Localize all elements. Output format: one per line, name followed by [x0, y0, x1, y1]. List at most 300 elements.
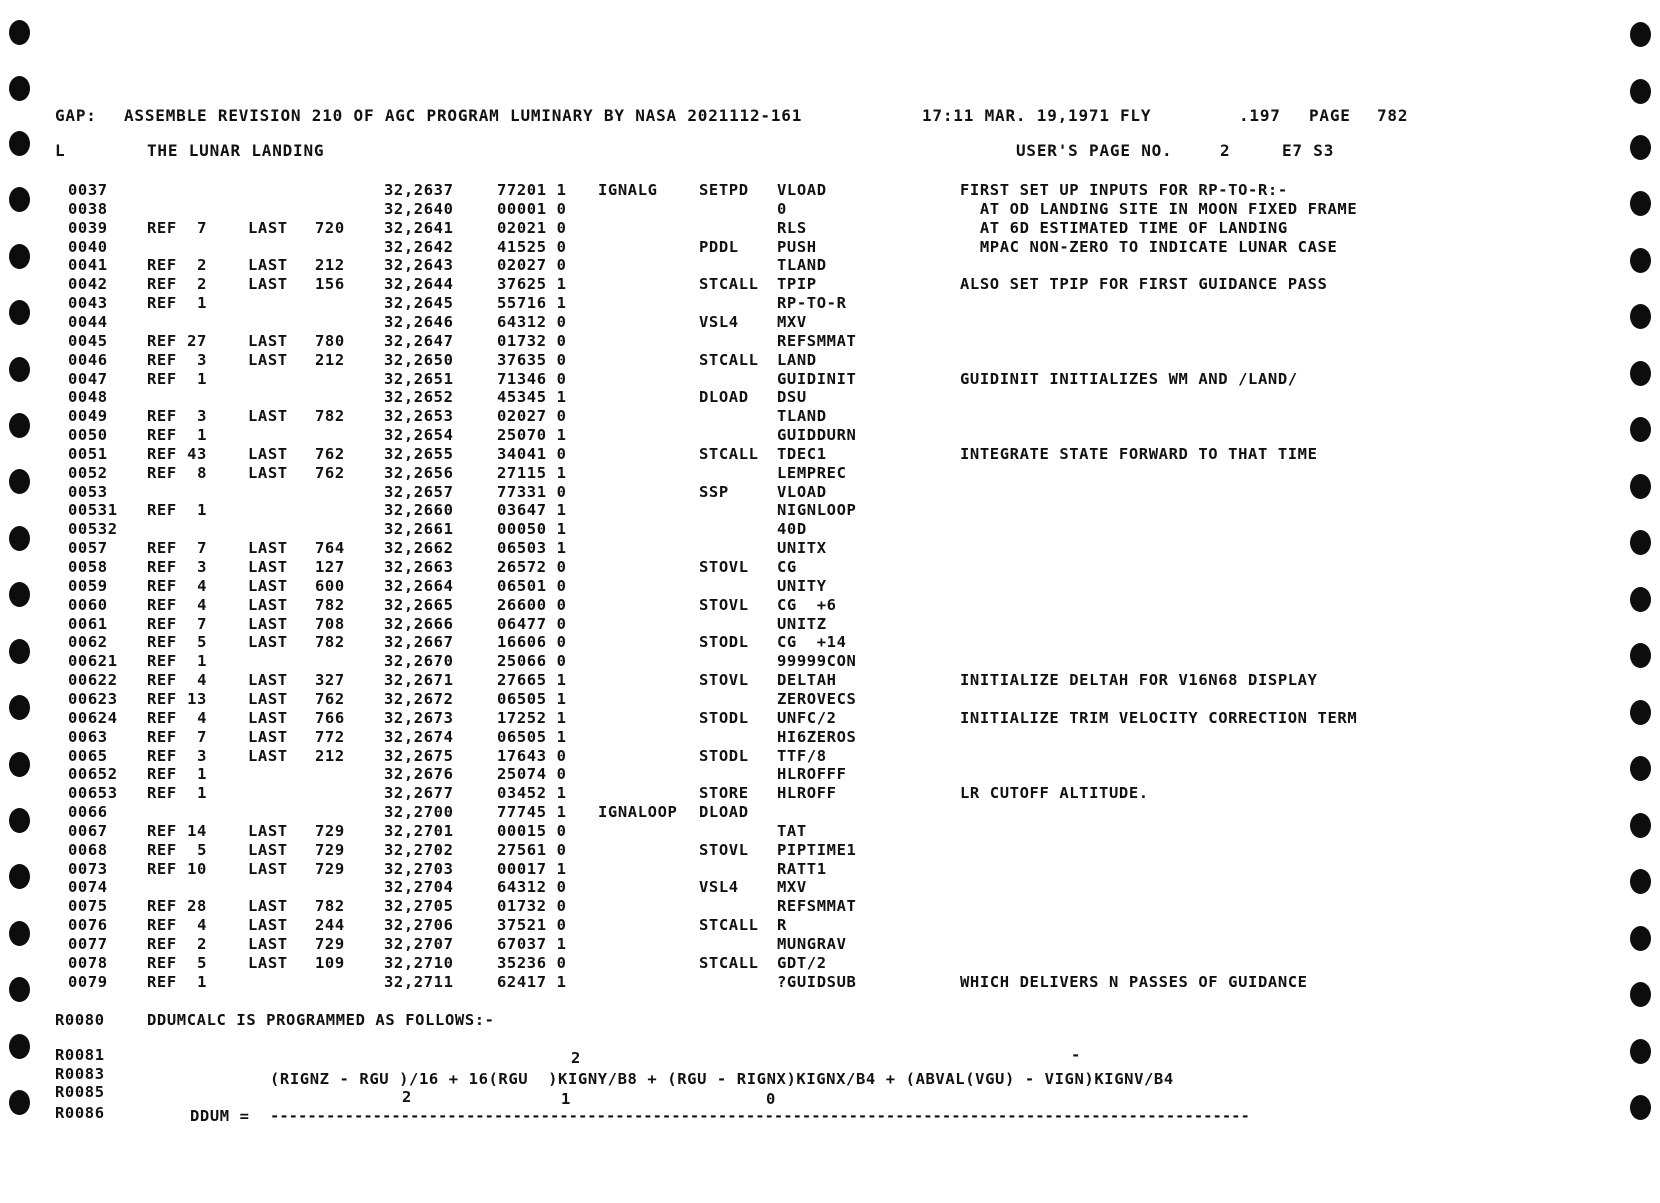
row-address: 32,2666 [384, 614, 454, 633]
row-opcode: STCALL [699, 350, 759, 369]
row-comment: FIRST SET UP INPUTS FOR RP-TO-R:- [960, 181, 1288, 199]
row-octal-word: 37521 0 [497, 916, 567, 935]
feed-hole [1630, 587, 1651, 612]
remark-line-number: R0081 [55, 1046, 105, 1064]
row-ref-count: 2 [197, 256, 207, 275]
row-ref-tag: REF [147, 840, 177, 859]
row-line-number: 00622 [68, 671, 118, 690]
row-comment: GUIDINIT INITIALIZES WM AND /LAND/ [960, 369, 1298, 388]
row-operand: HI6ZEROS [777, 727, 857, 746]
row-last-page: 729 [315, 821, 345, 840]
row-operand: 0 [777, 199, 787, 218]
row-label: IGNALOOP [598, 803, 678, 822]
row-line-number: 0058 [68, 558, 108, 576]
row-address: 32,2662 [384, 539, 454, 558]
row-address: 32,2657 [384, 482, 454, 501]
formula-numerator: (RIGNZ - RGU )/16 + 16(RGU )KIGNY/B8 + (RGU - RIGNX)KIGNX/B4 + (ABVAL(VGU) - VIGN)KIGNV/B4 [270, 1070, 1174, 1088]
feed-hole [1630, 1039, 1651, 1064]
row-operand: CG +14 [777, 633, 847, 652]
row-last-page: 212 [315, 350, 345, 369]
row-ref-tag: REF [147, 426, 177, 445]
row-ref-tag: REF [147, 294, 177, 313]
feed-hole [1630, 135, 1651, 160]
row-last-page: 782 [315, 897, 345, 916]
row-octal-word: 06477 0 [497, 614, 567, 633]
row-address: 32,2641 [384, 218, 454, 237]
row-operand: MUNGRAV [777, 935, 847, 953]
row-last-tag: LAST [248, 689, 288, 708]
row-ref-tag: REF [147, 671, 177, 690]
row-last-tag: LAST [248, 463, 288, 482]
row-address: 32,2673 [384, 708, 454, 727]
feed-hole [1630, 926, 1651, 951]
row-ref-tag: REF [147, 972, 177, 991]
row-address: 32,2646 [384, 312, 454, 331]
header-page-number: 782 [1377, 106, 1409, 125]
row-line-number: 0075 [68, 897, 108, 916]
feed-hole [9, 921, 30, 946]
row-comment: WHICH DELIVERS N PASSES OF GUIDANCE [960, 972, 1308, 991]
row-comment: MPAC NON-ZERO TO INDICATE LUNAR CASE [960, 237, 1338, 256]
row-last-tag: LAST [248, 614, 288, 633]
row-last-page: 762 [315, 463, 345, 482]
row-ref-count: 4 [197, 576, 207, 595]
row-ref-count: 1 [197, 426, 207, 445]
row-line-number: 0050 [68, 426, 108, 445]
row-opcode: DLOAD [699, 388, 749, 407]
row-address: 32,2701 [384, 821, 454, 840]
feed-hole [1630, 869, 1651, 894]
row-last-tag: LAST [248, 558, 288, 576]
row-last-tag: LAST [248, 727, 288, 746]
row-ref-tag: REF [147, 539, 177, 558]
row-octal-word: 27665 1 [497, 671, 567, 690]
row-operand: TDEC1 [777, 444, 827, 463]
row-comment: LR CUTOFF ALTITUDE. [960, 784, 1149, 803]
user-page-label: USER'S PAGE NO. [1016, 141, 1173, 160]
row-ref-tag: REF [147, 256, 177, 275]
row-last-tag: LAST [248, 576, 288, 595]
row-last-tag: LAST [248, 539, 288, 558]
formula-fraction-bar: --------------------------------------------------------------------------------------------------------- [270, 1107, 1250, 1125]
header-l: L [55, 141, 66, 160]
row-address: 32,2651 [384, 369, 454, 388]
row-address: 32,2647 [384, 331, 454, 350]
row-last-tag: LAST [248, 671, 288, 690]
row-octal-word: 03647 1 [497, 501, 567, 520]
row-address: 32,2643 [384, 256, 454, 275]
row-address: 32,2670 [384, 652, 454, 671]
row-line-number: 0066 [68, 803, 108, 822]
row-ref-count: 7 [197, 218, 207, 237]
row-address: 32,2675 [384, 746, 454, 765]
feed-hole [9, 1034, 30, 1059]
row-ref-count: 1 [197, 652, 207, 671]
row-operand: GDT/2 [777, 953, 827, 972]
row-ref-count: 7 [197, 727, 207, 746]
row-address: 32,2660 [384, 501, 454, 520]
row-octal-word: 00015 0 [497, 821, 567, 840]
row-opcode: STOVL [699, 840, 749, 859]
row-ref-tag: REF [147, 463, 177, 482]
remark-line-number: R0085 [55, 1083, 105, 1101]
row-opcode: DLOAD [699, 803, 749, 822]
row-operand: TPIP [777, 275, 817, 294]
user-page-number: 2 [1220, 141, 1231, 160]
feed-hole [1630, 982, 1651, 1007]
row-operand: LAND [777, 350, 817, 369]
row-address: 32,2700 [384, 803, 454, 822]
row-octal-word: 55716 1 [497, 294, 567, 313]
row-address: 32,2637 [384, 181, 454, 199]
feed-hole [1630, 361, 1651, 386]
feed-hole [1630, 79, 1651, 104]
feed-hole [1630, 643, 1651, 668]
row-ref-tag: REF [147, 765, 177, 784]
row-opcode: STCALL [699, 275, 759, 294]
row-octal-word: 03452 1 [497, 784, 567, 803]
row-octal-word: 64312 0 [497, 312, 567, 331]
row-octal-word: 77745 1 [497, 803, 567, 822]
row-line-number: 0077 [68, 935, 108, 953]
row-octal-word: 77331 0 [497, 482, 567, 501]
row-line-number: 0078 [68, 953, 108, 972]
row-ref-count: 4 [197, 671, 207, 690]
row-address: 32,2671 [384, 671, 454, 690]
row-operand: TLAND [777, 407, 827, 426]
row-operand: PUSH [777, 237, 817, 256]
row-ref-tag: REF [147, 331, 177, 350]
row-address: 32,2650 [384, 350, 454, 369]
feed-hole [9, 526, 30, 551]
row-ref-tag: REF [147, 784, 177, 803]
row-last-page: 212 [315, 746, 345, 765]
formula-overbar: - [1071, 1046, 1081, 1064]
row-line-number: 0044 [68, 312, 108, 331]
row-operand: HLROFF [777, 784, 837, 803]
feed-hole [9, 695, 30, 720]
row-ref-count: 3 [197, 746, 207, 765]
row-octal-word: 16606 0 [497, 633, 567, 652]
row-address: 32,2711 [384, 972, 454, 991]
row-line-number: 0045 [68, 331, 108, 350]
row-last-page: 729 [315, 859, 345, 878]
header-page-label: PAGE [1309, 106, 1351, 125]
row-octal-word: 01732 0 [497, 331, 567, 350]
row-operand: VLOAD [777, 482, 827, 501]
row-last-tag: LAST [248, 897, 288, 916]
row-octal-word: 67037 1 [497, 935, 567, 953]
row-ref-tag: REF [147, 275, 177, 294]
row-address: 32,2710 [384, 953, 454, 972]
row-line-number: 0049 [68, 407, 108, 426]
row-ref-count: 1 [197, 765, 207, 784]
row-octal-word: 00001 0 [497, 199, 567, 218]
row-ref-tag: REF [147, 558, 177, 576]
formula-subscript: 2 [402, 1088, 412, 1106]
row-line-number: 0052 [68, 463, 108, 482]
row-last-tag: LAST [248, 275, 288, 294]
row-ref-tag: REF [147, 953, 177, 972]
row-octal-word: 00050 1 [497, 520, 567, 539]
row-operand: HLROFFF [777, 765, 847, 784]
row-last-tag: LAST [248, 935, 288, 953]
row-line-number: 0043 [68, 294, 108, 313]
row-octal-word: 25070 1 [497, 426, 567, 445]
row-address: 32,2653 [384, 407, 454, 426]
remark-line-number: R0086 [55, 1104, 105, 1122]
row-line-number: 0048 [68, 388, 108, 407]
header-assembly-line: ASSEMBLE REVISION 210 OF AGC PROGRAM LUMINARY BY NASA 2021112-161 [124, 106, 803, 125]
row-octal-word: 34041 0 [497, 444, 567, 463]
feed-hole [9, 357, 30, 382]
row-comment: INITIALIZE DELTAH FOR V16N68 DISPLAY [960, 671, 1318, 690]
row-line-number: 0057 [68, 539, 108, 558]
feed-hole [9, 300, 30, 325]
row-operand: PIPTIME1 [777, 840, 857, 859]
row-ref-count: 28 [187, 897, 207, 916]
row-operand: RP-TO-R [777, 294, 847, 313]
row-ref-tag: REF [147, 501, 177, 520]
feed-hole [1630, 22, 1651, 47]
row-address: 32,2655 [384, 444, 454, 463]
row-last-tag: LAST [248, 350, 288, 369]
row-line-number: 0046 [68, 350, 108, 369]
row-octal-word: 25066 0 [497, 652, 567, 671]
row-octal-word: 25074 0 [497, 765, 567, 784]
row-address: 32,2672 [384, 689, 454, 708]
feed-hole [1630, 756, 1651, 781]
row-ref-count: 1 [197, 972, 207, 991]
row-last-page: 156 [315, 275, 345, 294]
row-ref-tag: REF [147, 633, 177, 652]
row-operand: RLS [777, 218, 807, 237]
row-last-tag: LAST [248, 407, 288, 426]
row-octal-word: 26572 0 [497, 558, 567, 576]
feed-hole [9, 1090, 30, 1115]
row-address: 32,2707 [384, 935, 454, 953]
row-last-tag: LAST [248, 633, 288, 652]
row-address: 32,2663 [384, 558, 454, 576]
header-fly: FLY [1120, 106, 1152, 125]
row-opcode: PDDL [699, 237, 739, 256]
feed-hole [1630, 1095, 1651, 1120]
row-octal-word: 77201 1 [497, 181, 567, 199]
row-opcode: STODL [699, 633, 749, 652]
row-ref-tag: REF [147, 369, 177, 388]
row-operand: MXV [777, 878, 807, 897]
row-last-page: 764 [315, 539, 345, 558]
row-ref-tag: REF [147, 821, 177, 840]
row-ref-count: 14 [187, 821, 207, 840]
row-address: 32,2703 [384, 859, 454, 878]
row-operand: CG +6 [777, 595, 837, 614]
row-opcode: SSP [699, 482, 729, 501]
row-line-number: 0053 [68, 482, 108, 501]
row-opcode: STOVL [699, 671, 749, 690]
row-line-number: 0047 [68, 369, 108, 388]
row-octal-word: 27115 1 [497, 463, 567, 482]
row-line-number: 0060 [68, 595, 108, 614]
row-ref-count: 27 [187, 331, 207, 350]
row-comment: INITIALIZE TRIM VELOCITY CORRECTION TERM [960, 708, 1358, 727]
row-line-number: 0062 [68, 633, 108, 652]
row-last-tag: LAST [248, 859, 288, 878]
row-last-page: 762 [315, 689, 345, 708]
row-operand: R [777, 916, 787, 935]
row-comment: ALSO SET TPIP FOR FIRST GUIDANCE PASS [960, 275, 1328, 294]
row-last-page: 729 [315, 935, 345, 953]
row-address: 32,2702 [384, 840, 454, 859]
row-line-number: 0065 [68, 746, 108, 765]
row-octal-word: 71346 0 [497, 369, 567, 388]
feed-hole [1630, 191, 1651, 216]
row-address: 32,2705 [384, 897, 454, 916]
row-opcode: STODL [699, 708, 749, 727]
header-datetime: 17:11 MAR. 19,1971 [922, 106, 1110, 125]
header-code: E7 S3 [1282, 141, 1335, 160]
row-operand: TTF/8 [777, 746, 827, 765]
row-octal-word: 06505 1 [497, 689, 567, 708]
row-operand: CG [777, 558, 797, 576]
row-ref-count: 1 [197, 294, 207, 313]
row-octal-word: 62417 1 [497, 972, 567, 991]
row-opcode: STCALL [699, 953, 759, 972]
row-line-number: 0040 [68, 237, 108, 256]
row-operand: ?GUIDSUB [777, 972, 857, 991]
row-label: IGNALG [598, 181, 658, 199]
row-operand: LEMPREC [777, 463, 847, 482]
row-ref-count: 2 [197, 935, 207, 953]
row-ref-tag: REF [147, 708, 177, 727]
row-line-number: 0039 [68, 218, 108, 237]
row-address: 32,2677 [384, 784, 454, 803]
row-address: 32,2665 [384, 595, 454, 614]
row-operand: DSU [777, 388, 807, 407]
row-ref-count: 4 [197, 916, 207, 935]
row-opcode: STORE [699, 784, 749, 803]
row-last-tag: LAST [248, 595, 288, 614]
row-line-number: 0068 [68, 840, 108, 859]
row-last-tag: LAST [248, 821, 288, 840]
row-address: 32,2644 [384, 275, 454, 294]
row-line-number: 0063 [68, 727, 108, 746]
row-ref-count: 2 [197, 275, 207, 294]
row-address: 32,2674 [384, 727, 454, 746]
row-octal-word: 64312 0 [497, 878, 567, 897]
row-address: 32,2642 [384, 237, 454, 256]
row-opcode: STOVL [699, 595, 749, 614]
row-last-page: 782 [315, 633, 345, 652]
row-operand: UNFC/2 [777, 708, 837, 727]
row-last-page: 127 [315, 558, 345, 576]
row-octal-word: 02027 0 [497, 407, 567, 426]
row-line-number: 0038 [68, 199, 108, 218]
row-octal-word: 02027 0 [497, 256, 567, 275]
row-line-number: 0079 [68, 972, 108, 991]
row-ref-tag: REF [147, 916, 177, 935]
row-ref-tag: REF [147, 652, 177, 671]
row-line-number: 0041 [68, 256, 108, 275]
row-ref-count: 3 [197, 407, 207, 426]
row-address: 32,2676 [384, 765, 454, 784]
row-last-page: 782 [315, 407, 345, 426]
row-ref-count: 5 [197, 840, 207, 859]
formula-subscript: 0 [766, 1090, 776, 1108]
row-line-number: 0059 [68, 576, 108, 595]
row-last-tag: LAST [248, 218, 288, 237]
row-last-tag: LAST [248, 916, 288, 935]
feed-hole [1630, 248, 1651, 273]
row-ref-count: 13 [187, 689, 207, 708]
row-opcode: STOVL [699, 558, 749, 576]
feed-hole [9, 808, 30, 833]
row-line-number: 0061 [68, 614, 108, 633]
row-last-page: 762 [315, 444, 345, 463]
header-gap: GAP: [55, 106, 97, 125]
row-ref-tag: REF [147, 595, 177, 614]
feed-hole [9, 76, 30, 101]
row-octal-word: 17252 1 [497, 708, 567, 727]
feed-hole [9, 20, 30, 45]
row-last-tag: LAST [248, 953, 288, 972]
feed-hole [9, 977, 30, 1002]
row-ref-tag: REF [147, 746, 177, 765]
row-octal-word: 06505 1 [497, 727, 567, 746]
feed-hole [9, 582, 30, 607]
row-last-page: 782 [315, 595, 345, 614]
row-ref-tag: REF [147, 444, 177, 463]
row-opcode: STCALL [699, 916, 759, 935]
row-line-number: 0067 [68, 821, 108, 840]
row-address: 32,2640 [384, 199, 454, 218]
row-address: 32,2706 [384, 916, 454, 935]
feed-hole [9, 244, 30, 269]
remark-line-number: R0083 [55, 1065, 105, 1083]
row-line-number: 00531 [68, 501, 118, 520]
row-line-number: 00621 [68, 652, 118, 671]
row-line-number: 0037 [68, 181, 108, 199]
row-ref-tag: REF [147, 689, 177, 708]
row-ref-tag: REF [147, 407, 177, 426]
row-address: 32,2656 [384, 463, 454, 482]
row-line-number: 0073 [68, 859, 108, 878]
row-ref-tag: REF [147, 614, 177, 633]
row-ref-tag: REF [147, 350, 177, 369]
feed-hole [1630, 700, 1651, 725]
row-opcode: STCALL [699, 444, 759, 463]
row-ref-count: 7 [197, 614, 207, 633]
row-last-page: 708 [315, 614, 345, 633]
row-octal-word: 17643 0 [497, 746, 567, 765]
row-opcode: STODL [699, 746, 749, 765]
row-ref-tag: REF [147, 935, 177, 953]
row-last-tag: LAST [248, 746, 288, 765]
row-ref-tag: REF [147, 218, 177, 237]
remark-text: DDUMCALC IS PROGRAMMED AS FOLLOWS:- [147, 1011, 495, 1029]
row-operand: DELTAH [777, 671, 837, 690]
row-octal-word: 01732 0 [497, 897, 567, 916]
row-ref-count: 4 [197, 595, 207, 614]
row-last-page: 780 [315, 331, 345, 350]
header-run: .197 [1239, 106, 1281, 125]
row-line-number: 0076 [68, 916, 108, 935]
row-line-number: 0051 [68, 444, 108, 463]
row-octal-word: 26600 0 [497, 595, 567, 614]
formula-subscript: 1 [561, 1090, 571, 1108]
row-last-page: 327 [315, 671, 345, 690]
row-operand: UNITZ [777, 614, 827, 633]
